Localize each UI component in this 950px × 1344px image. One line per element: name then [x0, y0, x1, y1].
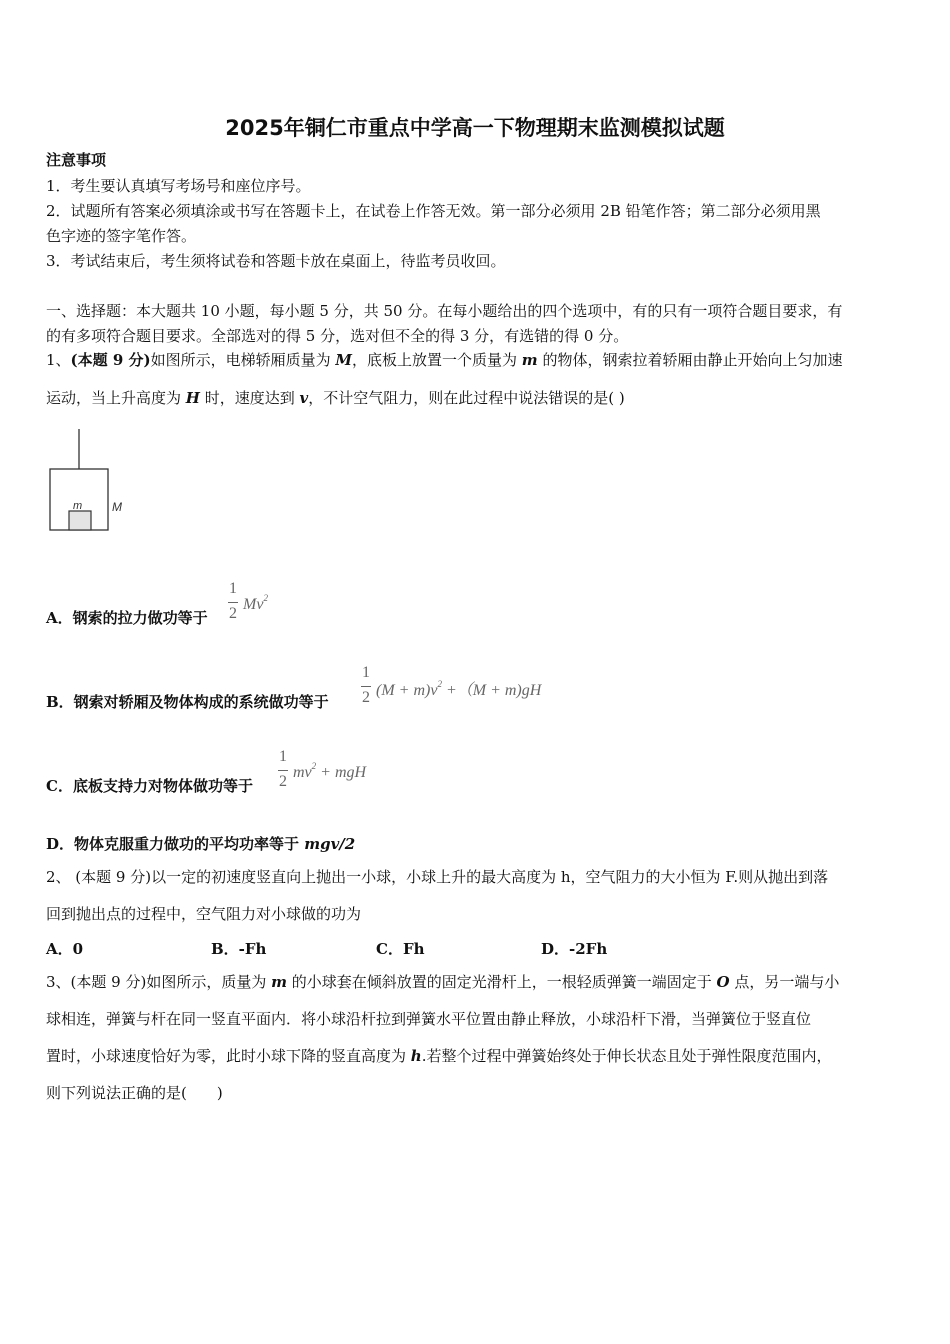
cabin-label: M	[112, 500, 122, 514]
q1-line2	[46, 388, 625, 408]
q1-d-expr: mgv/2	[304, 835, 356, 853]
q3-var-O: O	[716, 973, 730, 991]
q3-var-h: h	[410, 1047, 422, 1065]
q3-line1-b: 的小球套在倾斜放置的固定光滑杆上，一根轻质弹簧一端固定于	[286, 973, 717, 991]
q3-line2: 球相连，弹簧与杆在同一竖直平面内．将小球沿杆拉到弹簧水平位置由静止释放，小球沿杆下滑，当弹簧位于竖直位	[46, 1010, 812, 1028]
q1-c-frac-bar	[278, 770, 288, 771]
q1-a-frac-bar	[228, 602, 238, 603]
q1-c-sup: 2	[311, 761, 317, 771]
q2-option-d: D．-2Fh	[541, 940, 608, 958]
q1-b-expr	[376, 677, 541, 700]
q1-c-expr	[293, 761, 366, 782]
q1-option-a: A．钢索的拉力做功等于	[46, 609, 208, 627]
q3-line3-b: .若整个过程中弹簧始终处于伸长状态且处于弹性限度范围内，	[421, 1047, 832, 1065]
q1-b-expr1: (M + m)v	[376, 682, 438, 699]
q1-line2-b: 时，速度达到	[199, 389, 300, 407]
q3-line3	[46, 1046, 831, 1066]
q1-c-expr1: mv	[293, 764, 312, 781]
q1-var-M: M	[335, 351, 353, 369]
q3-line1	[46, 972, 839, 992]
q1-line2-a: 运动，当上升高度为	[46, 389, 186, 407]
q1-b-frac-num: 1	[362, 664, 370, 681]
q1-d-text: D．物体克服重力做功的平均功率等于	[46, 835, 305, 853]
notice-item-2-cont: 色字迹的签字笔作答。	[46, 227, 197, 245]
q1-var-v: v	[299, 389, 309, 407]
notice-heading: 注意事项	[46, 151, 107, 169]
q2-option-c: C．Fh	[376, 940, 425, 958]
q1-a-sup: 2	[263, 593, 268, 603]
q1-var-H: H	[185, 389, 200, 407]
page-title: 2025年铜仁市重点中学高一下物理期末监测模拟试题	[225, 116, 725, 140]
q1-c-frac-den: 2	[279, 773, 287, 790]
q1-option-d	[46, 833, 355, 854]
q1-a-frac-num: 1	[229, 580, 237, 597]
notice-item-1: 1．考生要认真填写考场号和座位序号。	[46, 177, 311, 195]
section1-intro-line2: 的有多项符合题目要求。全部选对的得 5 分，选对但不全的得 3 分，有选错的得 0 分。	[46, 327, 629, 345]
q1-b-expr2: +（M + m)gH	[441, 682, 542, 699]
block-object	[69, 511, 91, 530]
q1-number: 1、	[46, 351, 71, 369]
q1-text-a: 如图所示，电梯轿厢质量为	[150, 351, 336, 369]
q1-var-m: m	[521, 351, 538, 369]
q1-c-expr2: + mgH	[316, 764, 367, 781]
block-label: m	[73, 500, 83, 512]
q3-line1-c: 点，另一端与小	[729, 973, 840, 991]
q1-text-c: 的物体，钢索拉着轿厢由静止开始向上匀加速	[537, 351, 843, 369]
q1-b-frac-bar	[361, 686, 371, 687]
q1-option-b: B．钢索对轿厢及物体构成的系统做功等于	[46, 693, 329, 711]
q3-line3-a: 置时，小球速度恰好为零，此时小球下降的竖直高度为	[46, 1047, 411, 1065]
q1-b-frac-den: 2	[362, 689, 370, 706]
q2-line1: 2、 (本题 9 分)以一定的初速度竖直向上抛出一小球，小球上升的最大高度为 h，空气阻力的大小恒为 F.则从抛出到落	[46, 868, 829, 886]
q1-b-sup: 2	[437, 679, 442, 689]
notice-item-3: 3．考试结束后，考生须将试卷和答题卡放在桌面上，待监考员收回。	[46, 252, 506, 270]
q3-var-m: m	[271, 973, 287, 991]
q1-c-frac-num: 1	[279, 748, 287, 765]
q1-option-c: C．底板支持力对物体做功等于	[46, 777, 253, 795]
q1-a-expr	[243, 593, 268, 614]
q2-line2: 回到抛出点的过程中，空气阻力对小球做的功为	[46, 905, 362, 923]
q2-option-b: B．-Fh	[211, 940, 267, 958]
q1-line2-c: ，不计空气阻力，则在此过程中说法错误的是( )	[308, 389, 625, 407]
elevator-figure	[45, 425, 135, 535]
section1-intro-line1: 一、选择题：本大题共 10 小题，每小题 5 分，共 50 分。在每小题给出的四个选项中，有的只有一项符合题目要求，有	[46, 302, 843, 320]
q3-line4: 则下列说法正确的是( )	[46, 1084, 223, 1102]
q1-a-frac-den: 2	[229, 605, 237, 622]
q1-line1	[46, 350, 842, 370]
q1-a-expr-text: Mv	[243, 596, 264, 613]
notice-item-2: 2．试题所有答案必须填涂或书写在答题卡上，在试卷上作答无效。第一部分必须用 2B 铅笔作答；第二部分必须用黑	[46, 202, 821, 220]
q1-text-b: ，底板上放置一个质量为	[352, 351, 522, 369]
q1-score: (本题 9 分)	[70, 351, 151, 369]
q2-option-a: A．0	[46, 940, 84, 958]
q3-line1-a: 3、(本题 9 分)如图所示，质量为	[46, 973, 272, 991]
